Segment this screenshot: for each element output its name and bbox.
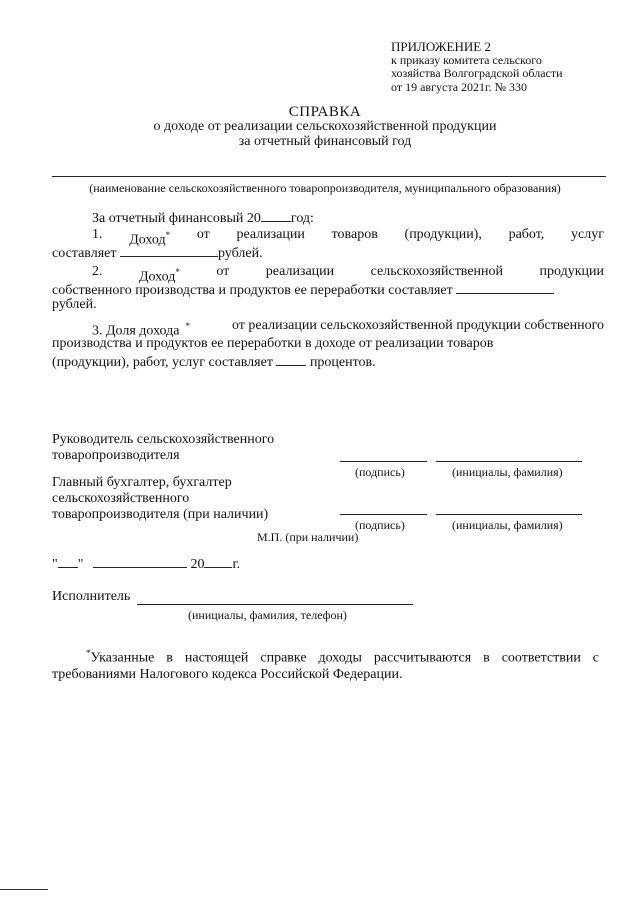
item1-word: работ,: [508, 227, 545, 242]
item1-word: (продукции),: [404, 227, 482, 242]
item2-word: сельскохозяйственной: [370, 264, 504, 279]
document-title: СПРАВКА: [288, 104, 362, 120]
day-blank: [58, 555, 78, 568]
date-year-prefix: 20: [190, 557, 205, 572]
stamp-label: М.П. (при наличии): [257, 530, 359, 544]
executor-caption: (инициалы, фамилия, телефон): [188, 608, 347, 622]
head-label-line: товаропроизводителя: [52, 448, 180, 463]
item3-text: 3. Доля дохода: [92, 323, 180, 339]
producer-name-line: [52, 176, 606, 177]
footnote: [52, 645, 599, 683]
date-line: [52, 555, 240, 573]
intro-line: [92, 209, 314, 227]
income-amount-blank: [456, 281, 554, 294]
footnote-marker: *: [165, 230, 171, 240]
annex-block: [391, 40, 563, 94]
annex-line: хозяйства Волгоградской области: [391, 66, 563, 80]
item3-line3: [52, 353, 376, 371]
footnote-marker: *: [86, 648, 91, 658]
item1-word: товаров: [331, 227, 378, 242]
item1-number: 1.: [92, 227, 103, 242]
annex-title: ПРИЛОЖЕНИЕ 2: [391, 39, 491, 54]
item1-word: от: [196, 227, 210, 242]
item2-word: от: [216, 264, 230, 279]
document-subtitle: [0, 119, 640, 149]
name-caption: (инициалы, фамилия): [452, 518, 563, 532]
accountant-name-line: [436, 514, 582, 515]
accountant-label-line: Главный бухгалтер, бухгалтер: [52, 475, 232, 490]
head-name-line: [436, 461, 582, 462]
date-quote: ": [77, 557, 84, 572]
executor-line: [137, 604, 413, 605]
item2-word: реализации: [265, 264, 335, 279]
item1-text: составляет: [52, 246, 117, 261]
bottom-rule: [0, 889, 48, 890]
item1-word: реализации: [236, 227, 305, 242]
footnote-line-1: [52, 645, 599, 667]
footnote-marker: *: [175, 267, 180, 277]
year-blank: [204, 555, 232, 568]
name-caption: (инициалы, фамилия): [452, 465, 563, 479]
head-label-line: Руководитель сельскохозяйственного: [52, 432, 275, 447]
percent-blank: [276, 353, 306, 366]
item2-word: продукции: [539, 264, 604, 279]
accountant-label: [52, 475, 268, 523]
income-amount-blank: [120, 244, 218, 257]
subtitle-line-1: о доходе от реализации сельскохозяйственной продукции: [153, 119, 497, 134]
item2-word-doxod: Доход: [138, 269, 176, 285]
item2-line3: рублей.: [52, 297, 97, 312]
date-quote: ": [52, 557, 58, 572]
month-blank: [93, 555, 187, 568]
accountant-label-line: сельскохозяйственного: [52, 491, 190, 506]
footnote-text: Указанные в настоящей справке доходы рассчитываются в соответствии с: [90, 650, 599, 666]
accountant-signature-line: [340, 514, 427, 515]
intro-text: За отчетный финансовый 20: [92, 211, 261, 226]
footnote-line-2: требованиями Налогового кодекса Российской Федерации.: [52, 666, 403, 682]
head-label: [52, 432, 274, 464]
item3-text: (продукции), работ, услуг составляет: [52, 355, 273, 370]
executor-label: Исполнитель: [52, 589, 131, 604]
item3-line2: производства и продуктов ее переработки в доходе от реализации товаров: [52, 336, 494, 351]
item3-text-end: процентов.: [309, 355, 376, 370]
item1-line2: [52, 244, 263, 262]
signature-caption: (подпись): [355, 465, 405, 479]
head-signature-line: [340, 461, 427, 462]
item2-number: 2.: [92, 264, 103, 279]
signature-caption: (подпись): [355, 518, 405, 532]
producer-caption: (наименование сельскохозяйственного товаропроизводителя, муниципального образования): [89, 181, 561, 195]
item1-text-end: рублей.: [217, 246, 263, 261]
item2-text: собственного производства и продуктов ее переработки составляет: [52, 283, 453, 298]
item1-word-doxod: Доход: [129, 232, 166, 248]
annex-line: от 19 августа 2021г. № 330: [391, 79, 528, 94]
item2-line2: [52, 281, 554, 299]
subtitle-line-2: за отчетный финансовый год: [238, 134, 412, 149]
item1-word: услуг: [571, 227, 604, 242]
intro-text-end: год:: [290, 211, 314, 226]
year-blank: [261, 209, 291, 222]
date-year-suffix: г.: [232, 557, 241, 572]
accountant-label-line: товаропроизводителя (при наличии): [52, 507, 269, 522]
footnote-marker: *: [185, 321, 190, 331]
item3-text-end: от реализации сельскохозяйственной продукции собственного: [231, 318, 604, 333]
annex-line: к приказу комитета сельского: [391, 52, 542, 67]
